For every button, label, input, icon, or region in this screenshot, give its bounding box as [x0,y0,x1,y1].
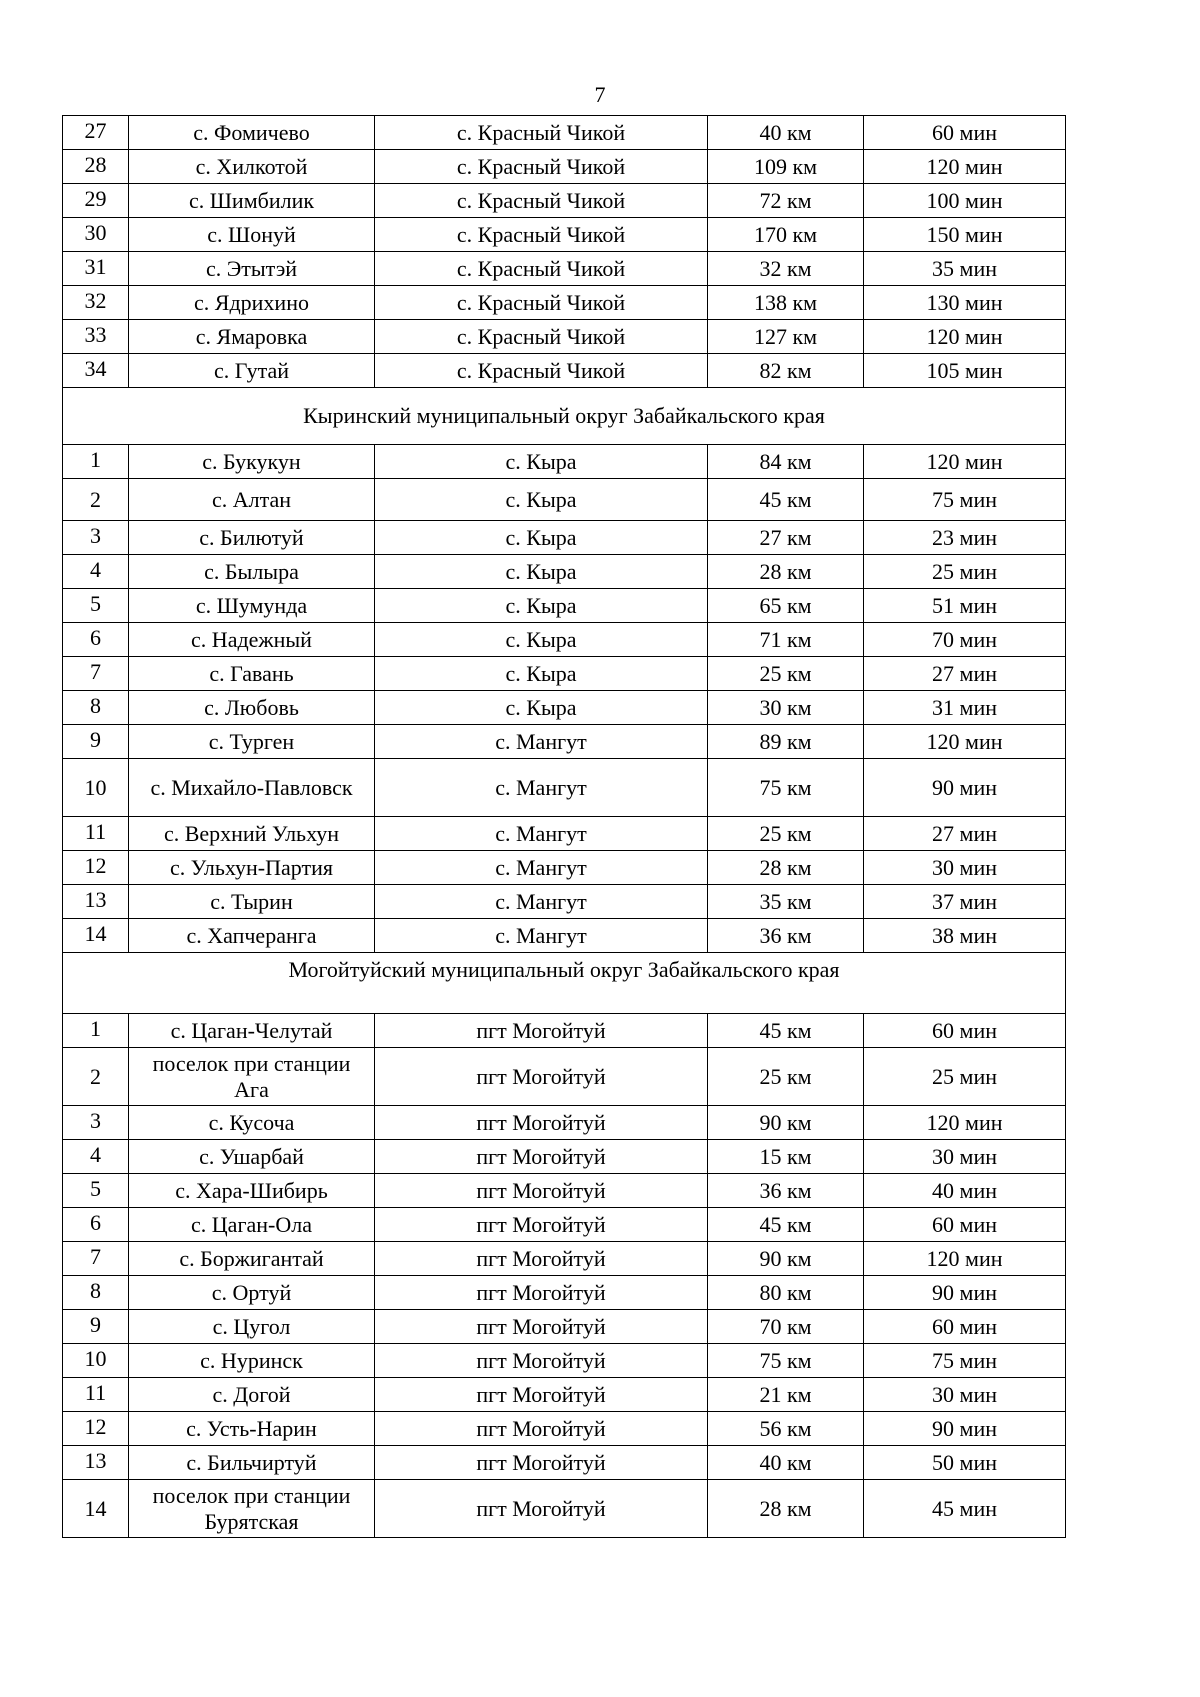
distance-value: 40 км [708,116,864,150]
destination-name: с. Красный Чикой [375,150,708,184]
settlement-name: с. Гутай [129,354,375,388]
row-number: 28 [63,150,129,184]
distance-value: 28 км [708,1480,864,1538]
destination-name: с. Мангут [375,725,708,759]
row-number: 6 [63,1208,129,1242]
distance-value: 25 км [708,817,864,851]
settlement-name: с. Хилкотой [129,150,375,184]
row-number: 34 [63,354,129,388]
row-number: 14 [63,1480,129,1538]
distance-value: 25 км [708,657,864,691]
table-row [63,1412,1066,1446]
row-number: 9 [63,1310,129,1344]
destination-name: с. Красный Чикой [375,218,708,252]
destination-name: с. Красный Чикой [375,286,708,320]
distance-value: 90 км [708,1242,864,1276]
row-number: 10 [63,1344,129,1378]
destination-name: пгт Могойтуй [375,1208,708,1242]
row-number: 2 [63,479,129,521]
table-row [63,851,1066,885]
row-number: 4 [63,555,129,589]
travel-time-value: 120 мин [864,725,1066,759]
row-number: 30 [63,218,129,252]
row-number: 12 [63,851,129,885]
table-row [63,1378,1066,1412]
destination-name: пгт Могойтуй [375,1310,708,1344]
distance-value: 56 км [708,1412,864,1446]
destination-name: с. Мангут [375,851,708,885]
destination-name: пгт Могойтуй [375,1344,708,1378]
travel-time-value: 75 мин [864,479,1066,521]
settlement-name: с. Турген [129,725,375,759]
table-row [63,657,1066,691]
table-row [63,623,1066,657]
table-row [63,1310,1066,1344]
travel-time-value: 40 мин [864,1174,1066,1208]
destination-name: пгт Могойтуй [375,1446,708,1480]
distance-value: 32 км [708,252,864,286]
row-number: 13 [63,885,129,919]
travel-time-value: 30 мин [864,1378,1066,1412]
distance-value: 72 км [708,184,864,218]
distance-value: 21 км [708,1378,864,1412]
settlement-name: с. Алтан [129,479,375,521]
settlement-name: с. Цаган-Ола [129,1208,375,1242]
destination-name: с. Мангут [375,817,708,851]
table-row [63,1014,1066,1048]
settlement-name: с. Любовь [129,691,375,725]
travel-time-value: 35 мин [864,252,1066,286]
row-number: 11 [63,817,129,851]
travel-time-value: 38 мин [864,919,1066,953]
row-number: 7 [63,657,129,691]
settlement-name: с. Тырин [129,885,375,919]
row-number: 10 [63,759,129,817]
travel-time-value: 130 мин [864,286,1066,320]
destination-name: с. Красный Чикой [375,252,708,286]
travel-time-value: 90 мин [864,1412,1066,1446]
table-row [63,1242,1066,1276]
table-row [63,919,1066,953]
settlement-name: с. Ульхун-Партия [129,851,375,885]
table-row [63,1174,1066,1208]
destination-name: с. Кыра [375,445,708,479]
section-header-row [63,953,1066,1014]
travel-time-value: 120 мин [864,1242,1066,1276]
travel-time-value: 150 мин [864,218,1066,252]
travel-time-value: 25 мин [864,555,1066,589]
travel-time-value: 90 мин [864,1276,1066,1310]
settlement-name: с. Усть-Нарин [129,1412,375,1446]
travel-time-value: 37 мин [864,885,1066,919]
distance-value: 30 км [708,691,864,725]
destination-name: с. Кыра [375,589,708,623]
table-row [63,885,1066,919]
distance-value: 127 км [708,320,864,354]
settlement-name: с. Кусоча [129,1106,375,1140]
row-number: 29 [63,184,129,218]
row-number: 6 [63,623,129,657]
travel-time-value: 90 мин [864,759,1066,817]
distance-value: 36 км [708,1174,864,1208]
travel-time-value: 27 мин [864,657,1066,691]
table-row [63,150,1066,184]
settlement-name: с. Догой [129,1378,375,1412]
destination-name: с. Кыра [375,479,708,521]
table-row [63,1446,1066,1480]
travel-time-value: 70 мин [864,623,1066,657]
distance-value: 71 км [708,623,864,657]
travel-time-value: 75 мин [864,1344,1066,1378]
table-row [63,1106,1066,1140]
distance-value: 82 км [708,354,864,388]
distance-value: 36 км [708,919,864,953]
row-number: 8 [63,691,129,725]
table-row [63,691,1066,725]
distance-value: 15 км [708,1140,864,1174]
row-number: 9 [63,725,129,759]
row-number: 32 [63,286,129,320]
settlement-name: с. Михайло-Павловск [129,759,375,817]
settlement-name: поселок при станции Бурятская [129,1480,375,1538]
travel-time-value: 60 мин [864,1310,1066,1344]
travel-time-value: 105 мин [864,354,1066,388]
distance-value: 45 км [708,1208,864,1242]
travel-time-value: 120 мин [864,320,1066,354]
settlement-name: с. Этытэй [129,252,375,286]
table-row [63,354,1066,388]
table-body [63,116,1066,1538]
settlement-name: с. Цаган-Челутай [129,1014,375,1048]
settlement-name: с. Ядрихино [129,286,375,320]
distance-value: 170 км [708,218,864,252]
travel-time-value: 120 мин [864,445,1066,479]
table-row [63,555,1066,589]
settlement-name: с. Шонуй [129,218,375,252]
table-row [63,1480,1066,1538]
travel-time-value: 60 мин [864,1014,1066,1048]
travel-time-value: 120 мин [864,1106,1066,1140]
table-row [63,1276,1066,1310]
distance-value: 75 км [708,759,864,817]
distance-value: 40 км [708,1446,864,1480]
settlement-name: с. Гавань [129,657,375,691]
travel-time-value: 120 мин [864,150,1066,184]
destination-name: с. Красный Чикой [375,184,708,218]
row-number: 5 [63,589,129,623]
table-row [63,116,1066,150]
row-number: 14 [63,919,129,953]
section-title: Кыринский муниципальный округ Забайкальского края [63,388,1066,445]
travel-time-value: 27 мин [864,817,1066,851]
settlement-name: с. Цугол [129,1310,375,1344]
section-header-row [63,388,1066,445]
destination-name: пгт Могойтуй [375,1412,708,1446]
distance-value: 65 км [708,589,864,623]
destination-name: с. Мангут [375,885,708,919]
row-number: 13 [63,1446,129,1480]
distance-value: 109 км [708,150,864,184]
travel-time-value: 50 мин [864,1446,1066,1480]
table-row [63,725,1066,759]
row-number: 31 [63,252,129,286]
settlement-name: с. Верхний Ульхун [129,817,375,851]
table-row [63,817,1066,851]
travel-time-value: 31 мин [864,691,1066,725]
travel-time-value: 51 мин [864,589,1066,623]
table-row [63,1140,1066,1174]
settlement-name: с. Ушарбай [129,1140,375,1174]
destination-name: пгт Могойтуй [375,1140,708,1174]
destination-name: пгт Могойтуй [375,1242,708,1276]
travel-time-value: 30 мин [864,851,1066,885]
row-number: 3 [63,521,129,555]
settlement-name: с. Нуринск [129,1344,375,1378]
table-row [63,252,1066,286]
table-row [63,286,1066,320]
distance-value: 25 км [708,1048,864,1106]
row-number: 3 [63,1106,129,1140]
row-number: 5 [63,1174,129,1208]
settlement-name: поселок при станции Ага [129,1048,375,1106]
row-number: 7 [63,1242,129,1276]
section-title: Могойтуйский муниципальный округ Забайкальского края [63,953,1066,1014]
destination-name: с. Красный Чикой [375,354,708,388]
distance-value: 28 км [708,555,864,589]
table-row [63,445,1066,479]
settlement-name: с. Былыра [129,555,375,589]
table-row [63,1344,1066,1378]
destination-name: пгт Могойтуй [375,1014,708,1048]
travel-time-value: 25 мин [864,1048,1066,1106]
table-row [63,1208,1066,1242]
settlement-name: с. Надежный [129,623,375,657]
row-number: 1 [63,1014,129,1048]
destination-name: с. Кыра [375,657,708,691]
distance-value: 75 км [708,1344,864,1378]
travel-time-value: 60 мин [864,1208,1066,1242]
destination-name: с. Мангут [375,919,708,953]
row-number: 4 [63,1140,129,1174]
table-row [63,184,1066,218]
row-number: 27 [63,116,129,150]
table-row [63,759,1066,817]
distance-value: 27 км [708,521,864,555]
settlement-name: с. Билютуй [129,521,375,555]
table-row [63,589,1066,623]
settlement-name: с. Букукун [129,445,375,479]
settlement-name: с. Фомичево [129,116,375,150]
distance-value: 84 км [708,445,864,479]
destination-name: с. Кыра [375,555,708,589]
distance-value: 45 км [708,1014,864,1048]
distance-value: 45 км [708,479,864,521]
distance-value: 35 км [708,885,864,919]
destination-name: пгт Могойтуй [375,1174,708,1208]
travel-time-value: 100 мин [864,184,1066,218]
settlement-name: с. Ортуй [129,1276,375,1310]
distance-value: 89 км [708,725,864,759]
destination-name: с. Кыра [375,691,708,725]
settlement-name: с. Шимбилик [129,184,375,218]
destination-name: с. Кыра [375,521,708,555]
settlement-name: с. Ямаровка [129,320,375,354]
destination-name: с. Кыра [375,623,708,657]
travel-time-value: 45 мин [864,1480,1066,1538]
travel-time-value: 30 мин [864,1140,1066,1174]
table-row [63,218,1066,252]
destination-name: пгт Могойтуй [375,1106,708,1140]
destination-name: с. Красный Чикой [375,116,708,150]
distance-value: 138 км [708,286,864,320]
row-number: 2 [63,1048,129,1106]
page-number: 7 [594,82,606,107]
row-number: 33 [63,320,129,354]
settlement-name: с. Боржигантай [129,1242,375,1276]
settlement-name: с. Шумунда [129,589,375,623]
distance-value: 90 км [708,1106,864,1140]
settlements-table [62,115,1066,1538]
distance-value: 70 км [708,1310,864,1344]
distance-value: 80 км [708,1276,864,1310]
settlement-name: с. Бильчиртуй [129,1446,375,1480]
destination-name: пгт Могойтуй [375,1048,708,1106]
row-number: 1 [63,445,129,479]
settlement-name: с. Хара-Шибирь [129,1174,375,1208]
distance-value: 28 км [708,851,864,885]
destination-name: пгт Могойтуй [375,1276,708,1310]
table-row [63,1048,1066,1106]
destination-name: пгт Могойтуй [375,1480,708,1538]
travel-time-value: 23 мин [864,521,1066,555]
row-number: 11 [63,1378,129,1412]
travel-time-value: 60 мин [864,116,1066,150]
table-row [63,521,1066,555]
destination-name: с. Красный Чикой [375,320,708,354]
table-row [63,479,1066,521]
destination-name: с. Мангут [375,759,708,817]
row-number: 8 [63,1276,129,1310]
settlement-name: с. Хапчеранга [129,919,375,953]
row-number: 12 [63,1412,129,1446]
destination-name: пгт Могойтуй [375,1378,708,1412]
table-row [63,320,1066,354]
